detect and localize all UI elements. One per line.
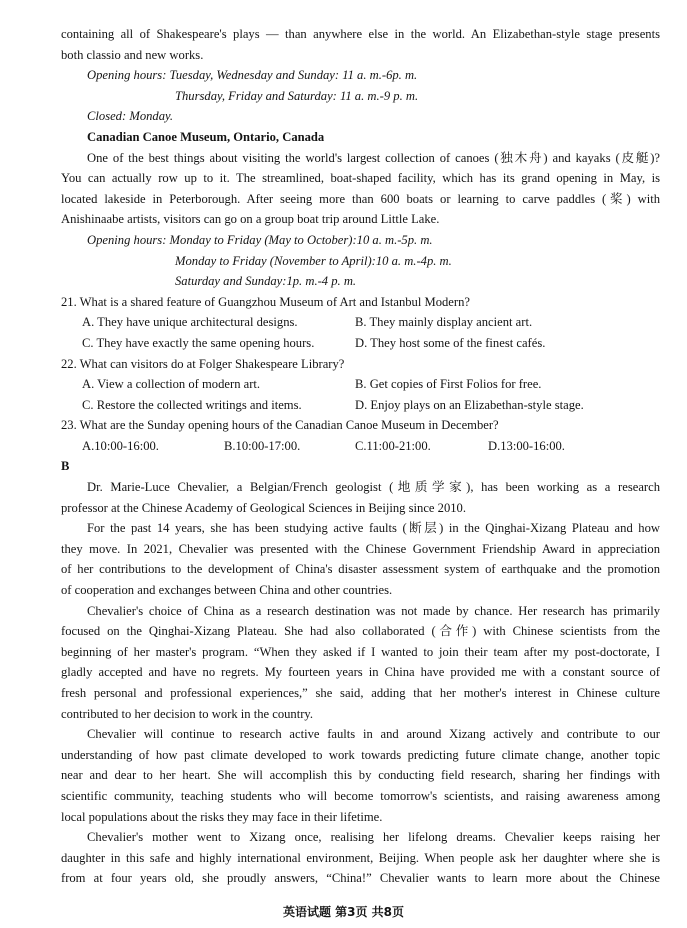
paragraph-line: they move. In 2021, Chevalier was presented with the Chinese Government Friendship Award in appreciation (61, 541, 660, 556)
answer-option[interactable]: C.11:00-21:00. (355, 438, 431, 453)
options-row (61, 436, 660, 457)
answer-option[interactable]: A.10:00-16:00. (82, 438, 159, 453)
paragraph-line: containing all of Shakespeare's plays — than anywhere else in the world. An Elizabethan-style stage presents (61, 27, 660, 41)
paragraph-line: both classio and new works. (61, 47, 204, 62)
paragraph-line: understanding of how past climate developed to work towards predicting future climate change, another topic (61, 747, 660, 762)
paragraph-line: contributed to her decision to work in the country. (61, 706, 314, 721)
answer-option[interactable]: B.10:00-17:00. (224, 438, 301, 453)
paragraph-line: Chevalier's mother went to Xizang once, realising her lifelong dreams. Chevalier keeps raising her (87, 830, 660, 845)
section-heading: Canadian Canoe Museum, Ontario, Canada (87, 129, 325, 144)
opening-hours: Saturday and Sunday:1p. m.-4 p. m. (175, 274, 357, 289)
paragraph-line: of cooperation and exchanges between China and other countries. (61, 583, 393, 598)
answer-option[interactable]: B. They mainly display ancient art. (355, 315, 533, 330)
paragraph-line: near and dear to her heart. She will accomplish this by conducting field research, sharing her findings with (61, 768, 660, 783)
opening-hours: Opening hours: Monday to Friday (May to October):10 a. m.-5p. m. (87, 232, 433, 247)
answer-option[interactable]: C. They have exactly the same opening hours. (82, 335, 315, 350)
paragraph-line: Dr. Marie-Luce Chevalier, a Belgian/French geologist (地质学家), has been working as a research (87, 480, 660, 495)
closed-day: Closed: Monday. (87, 109, 174, 124)
answer-option[interactable]: D.13:00-16:00. (488, 438, 565, 453)
answer-option[interactable]: B. Get copies of First Folios for free. (355, 377, 542, 392)
page-footer: 英语试题 第3页 共8页 (282, 905, 405, 919)
paragraph-line: scientific community, teaching students who will become tomorrow's scientists, and raising awareness among (61, 788, 660, 803)
paragraph-line: fresh personal and professional experiences,” she said, adding that her mother's interest in Chinese culture (61, 686, 660, 700)
answer-option[interactable]: D. Enjoy plays on an Elizabethan-style stage. (355, 397, 584, 412)
paragraph-line: gladly accepted and have no regrets. My fourteen years in China have provided me with a constant source of (61, 665, 660, 680)
exam-page-content (61, 24, 660, 889)
paragraph-line: focused on the Qinghai-Xizang Plateau. She had also collaborated (合作) with Chinese scientists from the (61, 624, 660, 639)
paragraph-line: professor at the Chinese Academy of Geological Sciences in Beijing since 2010. (61, 500, 466, 515)
paragraph-line: of her contributions to the development of China's disaster assessment system of earthquake and the promotion (61, 562, 660, 577)
paragraph-line: located lakeside in Peterborough. After seeing more than 600 boats or learning to carve paddles (桨) with (61, 191, 660, 206)
paragraph-line: beginning of her master's program. “When they asked if I wanted to join their team after my post-doctorate, I (61, 644, 660, 659)
options-row (61, 374, 660, 395)
opening-hours: Opening hours: Tuesday, Wednesday and Sunday: 11 a. m.-6p. m. (87, 68, 418, 83)
opening-hours: Monday to Friday (November to April):10 a. m.-4p. m. (175, 253, 452, 268)
section-label: B (61, 459, 70, 474)
paragraph-line: Chevalier will continue to research active faults in and around Xizang actively and contribute to our (87, 727, 660, 742)
question-stem: 22. What can visitors do at Folger Shakespeare Library? (61, 356, 345, 371)
question-stem: 23. What are the Sunday opening hours of the Canadian Canoe Museum in December? (61, 418, 499, 433)
paragraph-line: For the past 14 years, she has been studying active faults (断层) in the Qinghai-Xizang Plateau and how (87, 521, 660, 536)
answer-option[interactable]: A. View a collection of modern art. (82, 377, 261, 392)
paragraph-line: One of the best things about visiting the world's largest collection of canoes (独木舟) and kayaks (皮艇)? (87, 150, 660, 165)
paragraph-line: from at four years old, she proudly answers, “China!” Chevalier wants to learn more about the Chinese (61, 871, 660, 886)
options-row (61, 395, 660, 416)
paragraph-line: daughter in this safe and highly international environment, Beijing. When people ask her daughter where she is (61, 850, 660, 865)
paragraph-line: local populations about the risks they may face in their lifetime. (61, 809, 383, 824)
opening-hours: Thursday, Friday and Saturday: 11 a. m.-9 p. m. (175, 88, 419, 103)
answer-option[interactable]: A. They have unique architectural designs. (82, 315, 298, 330)
answer-option[interactable]: C. Restore the collected writings and items. (82, 397, 302, 412)
paragraph-line: Chevalier's choice of China as a research destination was not made by chance. Her research has primarily (87, 603, 660, 618)
question-stem: 21. What is a shared feature of Guangzhou Museum of Art and Istanbul Modern? (61, 294, 470, 309)
answer-option[interactable]: D. They host some of the finest cafés. (355, 335, 546, 350)
paragraph-line: You can actually row up to it. The streamlined, boat-shaped facility, which has its grand opening in May, is (61, 171, 660, 186)
options-row (61, 312, 660, 333)
options-row (61, 333, 660, 354)
paragraph-line: Anishinaabe artists, visitors can go on a group boat trip around Little Lake. (61, 212, 440, 227)
